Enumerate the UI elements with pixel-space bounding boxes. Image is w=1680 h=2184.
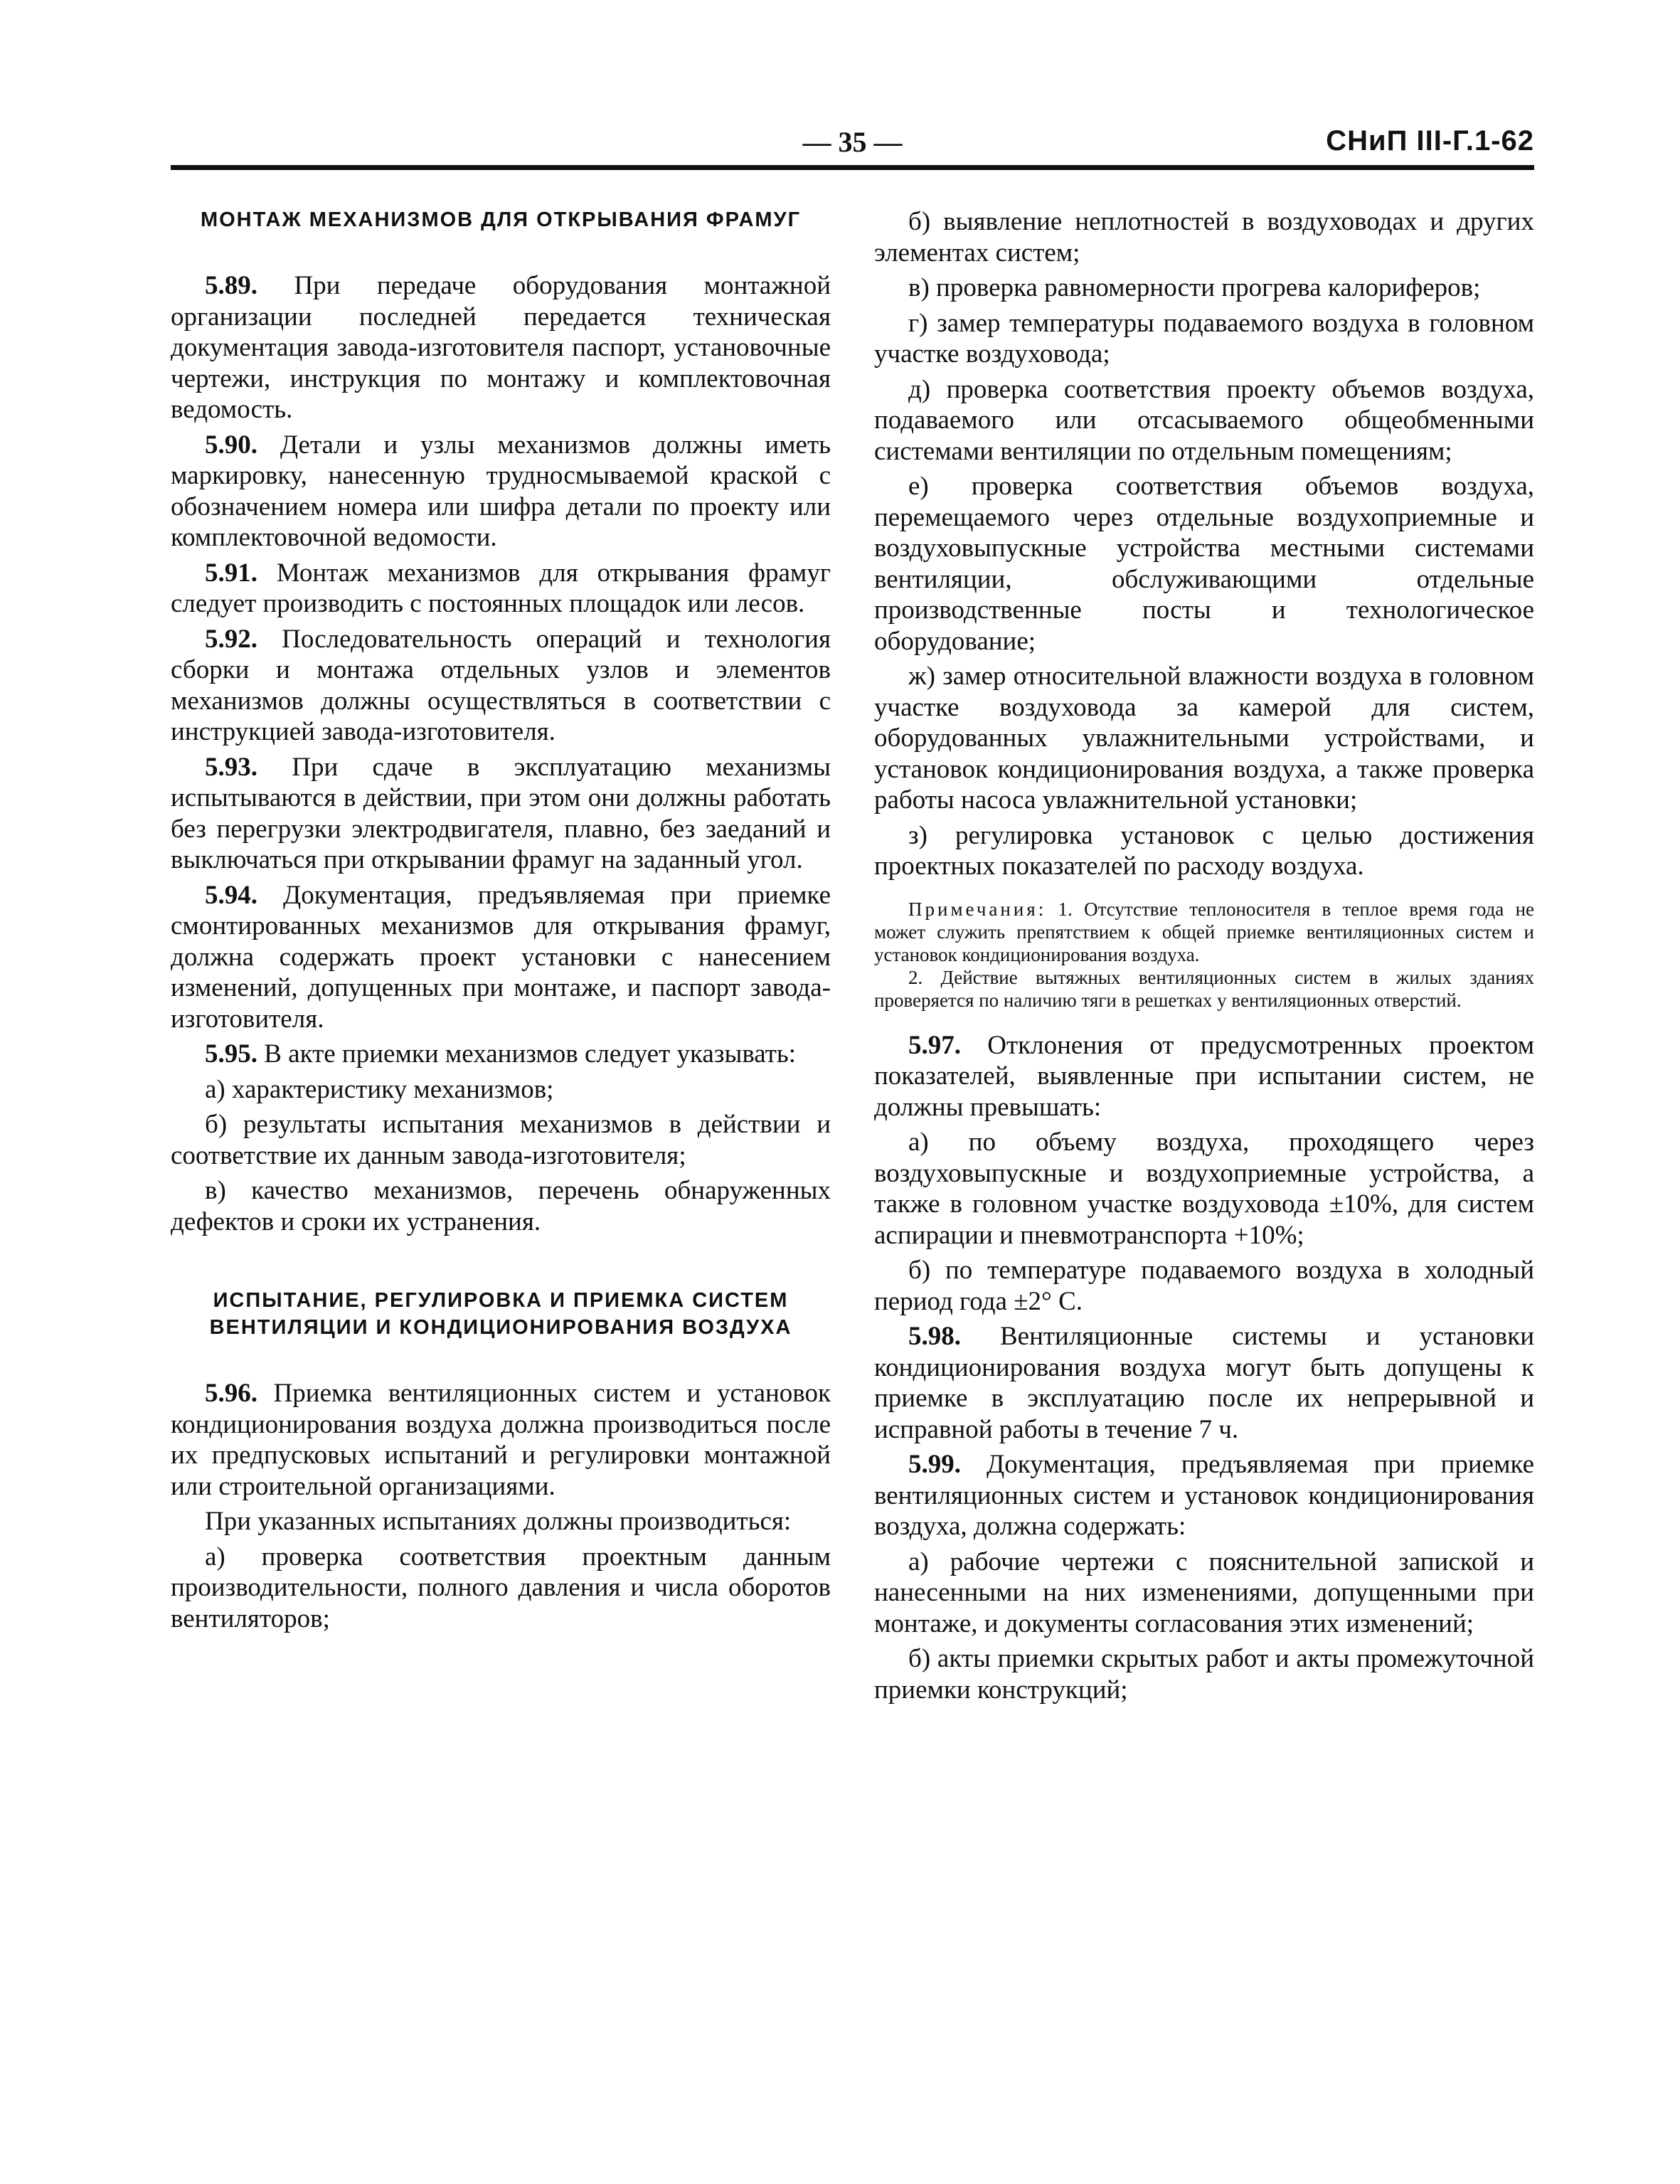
clause-text: Детали и узлы механизмов должны иметь маркировку, нанесенную трудносмываемой краской с обозначением номера или шифра детали по проекту или комплектовочной ведомости. — [171, 430, 831, 552]
clause-number: 5.99. — [908, 1450, 961, 1479]
paragraph-5-89 — [171, 270, 831, 425]
clause-number: 5.90. — [205, 430, 257, 460]
note-2: 2. Действие вытяжных вентиляционных систем в жилых зданиях проверяется по наличию тяги в решетках у вентиляционных отверстий. — [874, 966, 1534, 1011]
clause-number: 5.91. — [205, 558, 257, 588]
list-item-5-95-a: а) характеристику механизмов; — [205, 1074, 554, 1104]
paragraph-5-93 — [171, 752, 831, 876]
clause-text: В акте приемки механизмов следует указывать: — [264, 1039, 797, 1069]
clause-number: 5.95. — [205, 1039, 257, 1069]
clause-number: 5.89. — [205, 271, 257, 300]
list-item-5-96-b: б) выявление неплотностей в воздуховодах и других элементах систем; — [874, 207, 1534, 267]
list-item-5-99-b: б) акты приемки скрытых работ и акты промежуточной приемки конструкций; — [874, 1644, 1534, 1705]
clause-text: Вентиляционные системы и установки кондиционирования воздуха могут быть допущены к приемке в эксплуатацию после их непрерывной и исправной работы в течение 7 ч. — [874, 1322, 1535, 1444]
page-header — [171, 120, 1534, 162]
clause-text: При сдаче в эксплуатацию механизмы испытываются в действии, при этом они должны работать без перегрузки электродвигателя, плавно, без заеданий и выключаться при открывании фрамуг на заданный угол. — [171, 752, 831, 874]
list-item-5-96-zh: ж) замер относительной влажности воздуха в головном участке воздуховода за камерой для систем, оборудованных увлажнительными устройствами, и установок кондиционирования воздуха, а также проверка работы насоса увлажнительной установки; — [874, 662, 1534, 815]
clause-number: 5.97. — [908, 1030, 961, 1060]
clause-text: Отклонения от предусмотренных проектом показателей, выявленные при испытании систем, не должны превышать: — [874, 1030, 1534, 1122]
paragraph-5-96-tests: При указанных испытаниях должны производиться: — [205, 1507, 792, 1536]
paragraph-5-94 — [171, 880, 831, 1035]
section-heading-ventilation-testing: ИСПЫТАНИЕ, РЕГУЛИРОВКА И ПРИЕМКА СИСТЕМ ВЕНТИЛЯЦИИ И КОНДИЦИОНИРОВАНИЯ ВОЗДУХА — [209, 1289, 792, 1339]
header-rule — [171, 165, 1534, 170]
note-1-text: 1. Отсутствие теплоносителя в теплое время года не может служить препятствием к общей приемке вентиляционных систем и установок кондиционирования воздуха. — [874, 898, 1534, 965]
list-item-5-99-a: а) рабочие чертежи с пояснительной запиской и нанесенными на них изменениями, допущенными при монтаже, и документы согласования этих изменений; — [874, 1547, 1534, 1638]
paragraph-5-98 — [874, 1321, 1534, 1445]
notes-label: Примечания: — [908, 898, 1047, 920]
clause-number: 5.92. — [205, 624, 257, 654]
paragraph-5-96 — [171, 1378, 831, 1502]
clause-number: 5.98. — [908, 1322, 961, 1351]
clause-number: 5.94. — [205, 880, 257, 910]
list-item-5-97-b: б) по температуре подаваемого воздуха в холодный период года ±2° С. — [874, 1256, 1534, 1316]
list-item-5-96-e: е) проверка соответствия объемов воздуха, перемещаемого через отдельные воздухоприемные и воздуховыпускные устройства местными системами вентиляции, обслуживающими отдельные производственные посты и технологическое оборудование; — [874, 472, 1534, 656]
list-item-5-97-a: а) по объему воздуха, проходящего через воздуховыпускные и воздухоприемные устройства, а также в головном участке воздуховода ±10%, для систем аспирации и пневмотранспорта +10%; — [874, 1128, 1534, 1250]
clause-text: Документация, предъявляемая при приемке вентиляционных систем и установок кондиционирования воздуха, должна содержать: — [874, 1450, 1534, 1541]
right-column — [874, 206, 1534, 1705]
list-item-5-95-c: в) качество механизмов, перечень обнаруженных дефектов и сроки их устранения. — [171, 1176, 831, 1236]
document-code: СНиП III-Г.1-62 — [1326, 125, 1534, 157]
clause-text: Последовательность операций и технология сборки и монтажа отдельных узлов и элементов механизмов должны осуществляться в соответствии с инструкцией завода-изготовителя. — [171, 624, 831, 746]
clause-text: Монтаж механизмов для открывания фрамуг следует производить с постоянных площадок или лесов. — [171, 558, 831, 618]
left-column — [171, 206, 831, 1634]
paragraph-5-99 — [874, 1449, 1534, 1542]
clause-text: Приемка вентиляционных систем и установок кондиционирования воздуха должна производиться после их предпусковых испытаний и регулировки монтажной или строительной организациями. — [171, 1379, 831, 1501]
list-item-5-96-z: з) регулировка установок с целью достижения проектных показателей по расходу воздуха. — [874, 820, 1534, 881]
clause-number: 5.96. — [205, 1379, 257, 1408]
paragraph-5-95 — [171, 1039, 831, 1070]
notes-block — [874, 898, 1534, 1012]
list-item-5-96-d: д) проверка соответствия проекту объемов воздуха, подаваемого или отсасываемого общеобменными системами вентиляции по отдельным помещениям; — [874, 374, 1534, 466]
paragraph-5-90 — [171, 430, 831, 553]
section-heading-frame-mechanisms: МОНТАЖ МЕХАНИЗМОВ ДЛЯ ОТКРЫВАНИЯ ФРАМУГ — [200, 208, 802, 231]
list-item-5-95-b: б) результаты испытания механизмов в действии и соответствие их данным завода-изготовителя; — [171, 1110, 831, 1170]
paragraph-5-97 — [874, 1030, 1534, 1123]
paragraph-5-91 — [171, 558, 831, 620]
list-item-5-96-g: г) замер температуры подаваемого воздуха в головном участке воздуховода; — [874, 308, 1534, 369]
page-number: — 35 — — [802, 126, 903, 158]
note-1 — [874, 898, 1534, 966]
clause-text: При передаче оборудования монтажной организации последней передается техническая документация завода-изготовителя паспорт, установочные чертежи, инструкция по монтажу и комплектовочная ведомость. — [171, 271, 831, 424]
list-item-5-96-a: а) проверка соответствия проектным данным производительности, полного давления и числа оборотов вентиляторов; — [171, 1542, 831, 1633]
paragraph-5-92 — [171, 624, 831, 748]
clause-number: 5.93. — [205, 752, 257, 782]
list-item-5-96-v: в) проверка равномерности прогрева калориферов; — [908, 273, 1481, 302]
clause-text: Документация, предъявляемая при приемке смонтированных механизмов для открывания фрамуг, должна содержать проект установки с нанесением изменений, допущенных при монтаже, и паспорт завода-изготовителя. — [171, 880, 831, 1034]
